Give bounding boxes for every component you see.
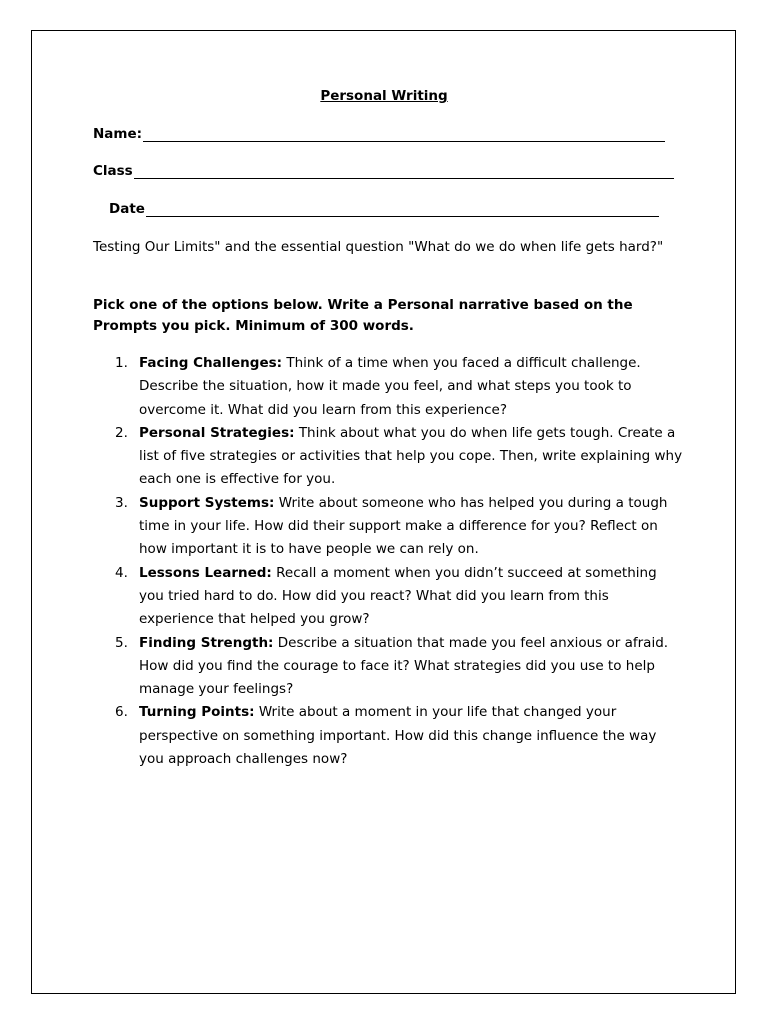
prompt-text: Think of a time when you faced a difficult challenge. Describe the situation, how it made you feel, and what steps you took to overcome it. What did you learn from this experience?	[139, 355, 641, 418]
intro-paragraph: Testing Our Limits" and the essential question "What do we do when life gets hard?"	[93, 239, 664, 255]
prompt-item	[93, 632, 683, 702]
class-line	[134, 163, 674, 179]
page-title	[0, 88, 768, 104]
prompt-number: 3.	[115, 494, 128, 511]
prompt-number: 4.	[115, 564, 128, 581]
prompt-item	[93, 562, 683, 632]
prompt-number: 6.	[115, 704, 128, 721]
prompt-text: Write about a moment in your life that changed your perspective on something important. How did this change influence the way you approach challenges now?	[139, 704, 657, 768]
instruction-paragraph: Pick one of the options below. Write a Personal narrative based on the Prompts you pick. Minimum of 300 words.	[93, 297, 633, 334]
prompt-title: Support Systems:	[139, 494, 275, 511]
prompt-number: 1.	[115, 355, 128, 371]
prompt-title: Finding Strength:	[139, 634, 274, 651]
prompt-item	[93, 352, 683, 422]
title-text: Personal Writing	[320, 88, 448, 104]
prompt-item	[93, 422, 683, 492]
prompt-title: Lessons Learned:	[139, 564, 272, 581]
date-line	[146, 201, 659, 217]
date-label: Date	[109, 201, 145, 217]
prompt-item	[93, 701, 683, 771]
date-field	[109, 201, 659, 217]
prompt-title: Personal Strategies:	[139, 424, 295, 441]
name-field	[93, 126, 665, 142]
class-label: Class	[93, 163, 133, 179]
class-field	[93, 163, 674, 179]
prompt-text: Think about what you do when life gets tough. Create a list of five strategies or activities that help you cope. Then, write explaining why each one is effective for you.	[139, 424, 683, 488]
name-line	[143, 126, 665, 142]
prompt-title: Facing Challenges:	[139, 355, 283, 371]
prompt-text: Recall a moment when you didn’t succeed at something you tried hard to do. How did you react? What did you learn from this experience that helped you grow?	[139, 564, 657, 628]
prompt-number: 5.	[115, 634, 128, 651]
name-label: Name:	[93, 126, 143, 142]
prompt-number: 2.	[115, 424, 128, 441]
prompt-list	[93, 352, 683, 771]
prompt-text: Write about someone who has helped you during a tough time in your life. How did their support make a difference for you? Reflect on how important it is to have people we can rely on.	[139, 494, 668, 558]
prompt-text: Describe a situation that made you feel anxious or afraid. How did you find the courage to face it? What strategies did you use to help manage your feelings?	[139, 634, 669, 698]
prompt-title: Turning Points:	[139, 704, 255, 721]
prompt-item	[93, 492, 683, 562]
